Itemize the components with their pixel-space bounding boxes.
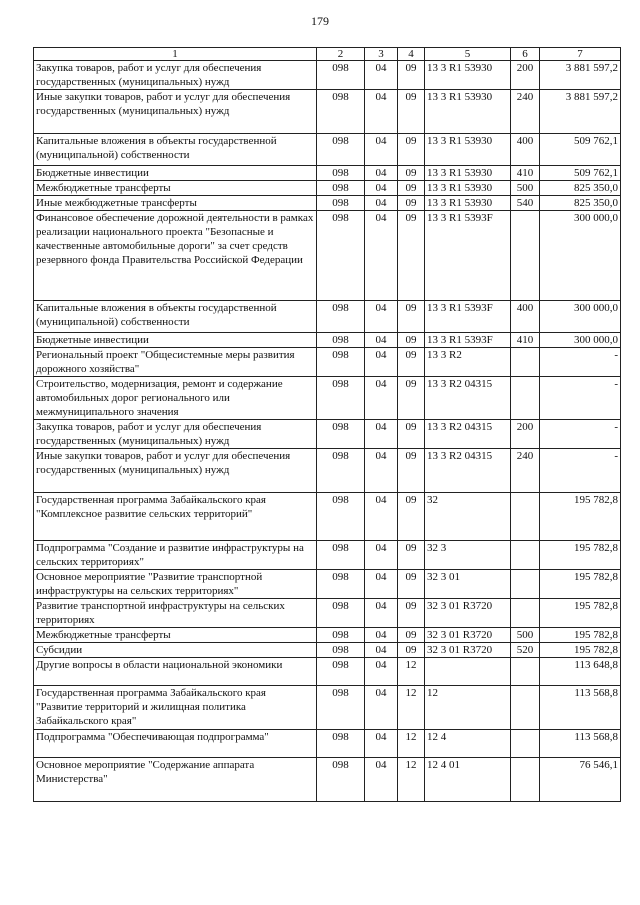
row-expense-type <box>511 493 540 541</box>
row-target-code: 32 3 01 R3720 <box>425 599 511 628</box>
row-amount: 300 000,0 <box>540 211 621 301</box>
row-target-code: 32 3 01 R3720 <box>425 643 511 658</box>
row-subsection-code: 12 <box>398 730 425 758</box>
row-section-code: 04 <box>365 61 398 90</box>
row-name: Субсидии <box>34 643 317 658</box>
row-target-code: 12 4 01 <box>425 758 511 802</box>
row-target-code: 13 3 R2 <box>425 348 511 377</box>
row-expense-type: 200 <box>511 61 540 90</box>
row-expense-type: 540 <box>511 196 540 211</box>
row-name: Иные закупки товаров, работ и услуг для обеспечения государственных (муниципальных) нужд <box>34 449 317 493</box>
row-name: Государственная программа Забайкальского края "Комплексное развитие сельских территорий" <box>34 493 317 541</box>
row-target-code: 13 3 R1 5393F <box>425 301 511 333</box>
row-expense-type <box>511 377 540 420</box>
row-ministry-code: 098 <box>317 333 365 348</box>
row-ministry-code: 098 <box>317 301 365 333</box>
table-row <box>34 301 621 333</box>
row-expense-type <box>511 348 540 377</box>
row-subsection-code: 09 <box>398 570 425 599</box>
column-header: 6 <box>511 48 540 61</box>
table-row <box>34 420 621 449</box>
row-expense-type: 410 <box>511 166 540 181</box>
row-section-code: 04 <box>365 301 398 333</box>
table-row <box>34 181 621 196</box>
row-ministry-code: 098 <box>317 90 365 134</box>
table-row <box>34 541 621 570</box>
row-amount: - <box>540 420 621 449</box>
row-section-code: 04 <box>365 181 398 196</box>
header-row <box>34 48 621 61</box>
row-ministry-code: 098 <box>317 196 365 211</box>
row-amount: 3 881 597,2 <box>540 61 621 90</box>
row-ministry-code: 098 <box>317 686 365 730</box>
row-section-code: 04 <box>365 628 398 643</box>
row-expense-type: 200 <box>511 420 540 449</box>
row-target-code: 32 <box>425 493 511 541</box>
row-expense-type <box>511 599 540 628</box>
row-subsection-code: 09 <box>398 166 425 181</box>
table-row <box>34 90 621 134</box>
row-section-code: 04 <box>365 90 398 134</box>
row-ministry-code: 098 <box>317 730 365 758</box>
table-row <box>34 377 621 420</box>
row-amount: 509 762,1 <box>540 166 621 181</box>
row-section-code: 04 <box>365 758 398 802</box>
row-name: Межбюджетные трансферты <box>34 181 317 196</box>
row-section-code: 04 <box>365 420 398 449</box>
row-section-code: 04 <box>365 493 398 541</box>
row-ministry-code: 098 <box>317 658 365 686</box>
row-amount: 195 782,8 <box>540 541 621 570</box>
row-subsection-code: 09 <box>398 134 425 166</box>
table-row <box>34 61 621 90</box>
row-name: Финансовое обеспечение дорожной деятельности в рамках реализации национального проекта "Безопасные и качественные автомобильные дороги" за счет средств резервного фонда Правительства Российской Федерации <box>34 211 317 301</box>
row-name: Иные закупки товаров, работ и услуг для обеспечения государственных (муниципальных) нужд <box>34 90 317 134</box>
row-ministry-code: 098 <box>317 134 365 166</box>
row-subsection-code: 09 <box>398 377 425 420</box>
row-section-code: 04 <box>365 377 398 420</box>
row-ministry-code: 098 <box>317 449 365 493</box>
row-name: Закупка товаров, работ и услуг для обеспечения государственных (муниципальных) нужд <box>34 420 317 449</box>
row-target-code: 13 3 R1 5393F <box>425 211 511 301</box>
row-target-code: 32 3 01 <box>425 570 511 599</box>
row-amount: - <box>540 377 621 420</box>
row-section-code: 04 <box>365 211 398 301</box>
row-subsection-code: 09 <box>398 541 425 570</box>
row-ministry-code: 098 <box>317 570 365 599</box>
row-expense-type: 240 <box>511 449 540 493</box>
row-name: Другие вопросы в области национальной экономики <box>34 658 317 686</box>
row-target-code: 13 3 R2 04315 <box>425 377 511 420</box>
row-section-code: 04 <box>365 570 398 599</box>
row-expense-type: 400 <box>511 301 540 333</box>
row-subsection-code: 09 <box>398 61 425 90</box>
column-header: 4 <box>398 48 425 61</box>
row-name: Межбюджетные трансферты <box>34 628 317 643</box>
row-name: Основное мероприятие "Развитие транспортной инфраструктуры на сельских территориях" <box>34 570 317 599</box>
row-amount: 825 350,0 <box>540 196 621 211</box>
row-subsection-code: 12 <box>398 658 425 686</box>
row-amount: 195 782,8 <box>540 599 621 628</box>
row-expense-type <box>511 686 540 730</box>
row-expense-type <box>511 658 540 686</box>
row-expense-type: 410 <box>511 333 540 348</box>
row-section-code: 04 <box>365 348 398 377</box>
row-target-code: 13 3 R1 53930 <box>425 90 511 134</box>
column-header: 3 <box>365 48 398 61</box>
row-amount: 509 762,1 <box>540 134 621 166</box>
row-ministry-code: 098 <box>317 377 365 420</box>
row-section-code: 04 <box>365 643 398 658</box>
row-target-code: 13 3 R2 04315 <box>425 449 511 493</box>
row-amount: - <box>540 348 621 377</box>
row-target-code: 13 3 R1 53930 <box>425 61 511 90</box>
row-expense-type: 240 <box>511 90 540 134</box>
row-ministry-code: 098 <box>317 493 365 541</box>
row-amount: 113 568,8 <box>540 686 621 730</box>
row-name: Основное мероприятие "Содержание аппарата Министерства" <box>34 758 317 802</box>
row-amount: 195 782,8 <box>540 493 621 541</box>
row-target-code: 13 3 R2 04315 <box>425 420 511 449</box>
row-name: Развитие транспортной инфраструктуры на сельских территориях <box>34 599 317 628</box>
table-row <box>34 628 621 643</box>
row-name: Капитальные вложения в объекты государственной (муниципальной) собственности <box>34 134 317 166</box>
table-row <box>34 686 621 730</box>
row-name: Бюджетные инвестиции <box>34 166 317 181</box>
row-amount: 300 000,0 <box>540 301 621 333</box>
table-row <box>34 166 621 181</box>
row-subsection-code: 09 <box>398 181 425 196</box>
table-row <box>34 348 621 377</box>
table-row <box>34 643 621 658</box>
row-subsection-code: 12 <box>398 758 425 802</box>
row-section-code: 04 <box>365 599 398 628</box>
row-name: Иные межбюджетные трансферты <box>34 196 317 211</box>
row-subsection-code: 09 <box>398 599 425 628</box>
row-target-code <box>425 658 511 686</box>
row-amount: 825 350,0 <box>540 181 621 196</box>
row-section-code: 04 <box>365 686 398 730</box>
row-amount: 76 546,1 <box>540 758 621 802</box>
row-subsection-code: 09 <box>398 628 425 643</box>
row-name: Строительство, модернизация, ремонт и содержание автомобильных дорог регионального или межмуниципального значения <box>34 377 317 420</box>
row-ministry-code: 098 <box>317 420 365 449</box>
row-target-code: 13 3 R1 5393F <box>425 333 511 348</box>
row-subsection-code: 09 <box>398 301 425 333</box>
row-expense-type <box>511 730 540 758</box>
row-amount: 300 000,0 <box>540 333 621 348</box>
table-row <box>34 449 621 493</box>
table-row <box>34 658 621 686</box>
row-amount: 3 881 597,2 <box>540 90 621 134</box>
row-section-code: 04 <box>365 196 398 211</box>
row-expense-type <box>511 541 540 570</box>
column-header: 1 <box>34 48 317 61</box>
row-ministry-code: 098 <box>317 211 365 301</box>
row-section-code: 04 <box>365 166 398 181</box>
row-target-code: 32 3 <box>425 541 511 570</box>
row-expense-type <box>511 570 540 599</box>
row-amount: 113 568,8 <box>540 730 621 758</box>
row-section-code: 04 <box>365 449 398 493</box>
row-amount: 195 782,8 <box>540 628 621 643</box>
row-ministry-code: 098 <box>317 541 365 570</box>
row-subsection-code: 09 <box>398 493 425 541</box>
row-subsection-code: 09 <box>398 90 425 134</box>
table-row <box>34 134 621 166</box>
row-subsection-code: 09 <box>398 196 425 211</box>
row-expense-type: 500 <box>511 628 540 643</box>
row-target-code: 32 3 01 R3720 <box>425 628 511 643</box>
row-subsection-code: 09 <box>398 420 425 449</box>
row-target-code: 12 4 <box>425 730 511 758</box>
row-subsection-code: 09 <box>398 449 425 493</box>
row-ministry-code: 098 <box>317 166 365 181</box>
row-target-code: 12 <box>425 686 511 730</box>
row-subsection-code: 09 <box>398 348 425 377</box>
table-row <box>34 333 621 348</box>
row-target-code: 13 3 R1 53930 <box>425 166 511 181</box>
row-amount: 195 782,8 <box>540 570 621 599</box>
row-subsection-code: 12 <box>398 686 425 730</box>
table-row <box>34 570 621 599</box>
column-header: 2 <box>317 48 365 61</box>
row-section-code: 04 <box>365 333 398 348</box>
row-section-code: 04 <box>365 730 398 758</box>
row-amount: - <box>540 449 621 493</box>
table-row <box>34 730 621 758</box>
page-number: 179 <box>311 14 329 28</box>
row-ministry-code: 098 <box>317 758 365 802</box>
row-name: Региональный проект "Общесистемные меры развития дорожного хозяйства" <box>34 348 317 377</box>
table-row <box>34 196 621 211</box>
row-subsection-code: 09 <box>398 333 425 348</box>
row-target-code: 13 3 R1 53930 <box>425 196 511 211</box>
row-ministry-code: 098 <box>317 61 365 90</box>
row-expense-type <box>511 211 540 301</box>
table-row <box>34 211 621 301</box>
row-subsection-code: 09 <box>398 643 425 658</box>
row-target-code: 13 3 R1 53930 <box>425 134 511 166</box>
row-expense-type <box>511 758 540 802</box>
row-ministry-code: 098 <box>317 628 365 643</box>
row-amount: 195 782,8 <box>540 643 621 658</box>
row-name: Бюджетные инвестиции <box>34 333 317 348</box>
row-subsection-code: 09 <box>398 211 425 301</box>
table-row <box>34 599 621 628</box>
row-ministry-code: 098 <box>317 181 365 196</box>
row-name: Подпрограмма "Создание и развитие инфраструктуры на сельских территориях" <box>34 541 317 570</box>
row-section-code: 04 <box>365 541 398 570</box>
row-ministry-code: 098 <box>317 599 365 628</box>
row-name: Государственная программа Забайкальского края "Развитие территорий и жилищная политика Забайкальского края" <box>34 686 317 730</box>
row-expense-type: 400 <box>511 134 540 166</box>
row-section-code: 04 <box>365 134 398 166</box>
row-name: Закупка товаров, работ и услуг для обеспечения государственных (муниципальных) нужд <box>34 61 317 90</box>
budget-table <box>33 47 621 802</box>
row-name: Подпрограмма "Обеспечивающая подпрограмма" <box>34 730 317 758</box>
row-target-code: 13 3 R1 53930 <box>425 181 511 196</box>
row-amount: 113 648,8 <box>540 658 621 686</box>
row-name: Капитальные вложения в объекты государственной (муниципальной) собственности <box>34 301 317 333</box>
row-ministry-code: 098 <box>317 348 365 377</box>
row-expense-type: 500 <box>511 181 540 196</box>
column-header: 7 <box>540 48 621 61</box>
row-expense-type: 520 <box>511 643 540 658</box>
row-section-code: 04 <box>365 658 398 686</box>
column-header: 5 <box>425 48 511 61</box>
table-row <box>34 493 621 541</box>
row-ministry-code: 098 <box>317 643 365 658</box>
table-row <box>34 758 621 802</box>
